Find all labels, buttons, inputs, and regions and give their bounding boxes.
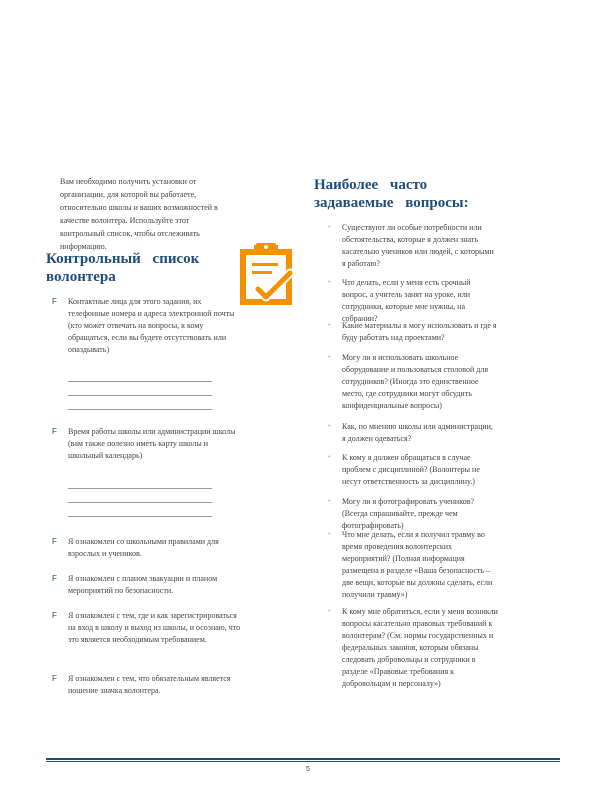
checkbox-marker-icon: F — [52, 674, 57, 683]
faq-item — [328, 352, 498, 412]
faq-item-text: Какие материалы я могу использовать и где я буду работать над проектами? — [342, 321, 497, 342]
faq-item — [328, 222, 498, 270]
checklist-item — [52, 610, 242, 646]
page-number: 5 — [306, 766, 310, 773]
bullet-icon: • — [328, 454, 331, 461]
checklist-item — [52, 673, 242, 697]
checkbox-marker-icon: F — [52, 537, 57, 546]
checklist-item-text: Контактные лица для этого задания, их телефонные номера и адреса электронной почты (кто может отвечать на вопросы, к кому обращаться, если вы будете отсутствовать или опаздывать) — [68, 297, 235, 354]
write-in-line — [68, 488, 212, 489]
faq-item — [328, 496, 498, 532]
faq-item-text: К кому мне обратиться, если у меня возникли вопросы касательно правовых требований к волонтерам? (См. нормы государственных и федеральных законов, которым обязаны следовать добровольцы и сотрудники в разделе «Правовые требования к добровольцам и персоналу») — [342, 607, 498, 688]
faq-item-text: Что делать, если у меня есть срочный вопрос, а учитель занят на уроке, или сотрудники, которые мне нужны, на собрании? — [342, 278, 471, 323]
faq-item-text: Что мне делать, если я получил травму во время проведения волонтерских мероприятий? (Полная информация размещена в разделе «Ваша безопасность – две вещи, которые вы должны сделать, если получили травму») — [342, 530, 493, 599]
faq-item-text: Могу ли я фотографировать учеников? (Всегда спрашивайте, прежде чем фотографировать) — [342, 497, 475, 530]
faq-item — [328, 421, 498, 445]
bullet-icon: • — [328, 224, 331, 231]
intro-paragraph: Вам необходимо получить установки от организации, для которой вы работаете, относительно школы и ваших возможностей в качестве волонтера. Используйте этот контрольный список, чтобы отслеживать информацию. — [60, 177, 218, 251]
footer-rule — [46, 761, 560, 762]
faq-item — [328, 606, 498, 690]
faq-item-text: Как, по мнению школы или администрации, я должен одеваться? — [342, 422, 493, 443]
faq-item-text: Существуют ли особые потребности или обстоятельства, которые я должен знать касательно учеников или людей, с которыми я работаю? — [342, 223, 494, 268]
clipboard-check-icon — [232, 239, 300, 313]
bullet-icon: • — [328, 498, 331, 505]
write-in-line — [68, 381, 212, 382]
checklist-item-text: Время работы школы или администрации школы (вам также полезно иметь карту школы и школьный календарь) — [68, 427, 236, 460]
write-in-line — [68, 502, 212, 503]
bullet-icon: • — [328, 322, 331, 329]
faq-heading: Наиболее часто задаваемые вопросы: — [314, 177, 469, 211]
bullet-icon: • — [328, 354, 331, 361]
checklist-item — [52, 536, 242, 560]
faq-item-text: Могу ли я использовать школьное оборудование и пользоваться столовой для сотрудников? (Иногда это единственное место, где сотрудники могут обсудить конфиденциальные вопросы) — [342, 353, 489, 410]
checklist-item — [52, 573, 242, 597]
faq-item — [328, 452, 498, 488]
checklist-item-text: Я ознакомлен с тем, где и как зарегистрироваться на вход в школу и выход из школы, и осознаю, что это является необходимым требованием. — [68, 611, 241, 644]
faq-item — [328, 320, 498, 344]
write-in-line — [68, 516, 212, 517]
checklist-heading: Контрольный список волонтера — [46, 251, 200, 285]
checklist-item — [52, 426, 242, 462]
bullet-icon: • — [328, 423, 331, 430]
checkbox-marker-icon: F — [52, 611, 57, 620]
bullet-icon: • — [328, 608, 331, 615]
bullet-icon: • — [328, 279, 331, 286]
faq-item-text: К кому я должен обращаться в случае проблем с дисциплиной? (Волонтеры не несут ответственность за дисциплину.) — [342, 453, 480, 486]
faq-item — [328, 529, 498, 601]
checkbox-marker-icon: F — [52, 427, 57, 436]
checkbox-marker-icon: F — [52, 297, 57, 306]
footer-rule — [46, 758, 560, 760]
checklist-item-text: Я ознакомлен со школьными правилами для взрослых и учеников. — [68, 537, 219, 558]
checklist-item-text: Я ознакомлен с планом эвакуации и планом мероприятий по безопасности. — [68, 574, 218, 595]
write-in-line — [68, 395, 212, 396]
write-in-line — [68, 409, 212, 410]
checkbox-marker-icon: F — [52, 574, 57, 583]
checklist-item-text: Я ознакомлен с тем, что обязательным является ношение значка волонтера. — [68, 674, 231, 695]
faq-item — [328, 277, 498, 325]
checklist-item — [52, 296, 242, 356]
bullet-icon: • — [328, 531, 331, 538]
